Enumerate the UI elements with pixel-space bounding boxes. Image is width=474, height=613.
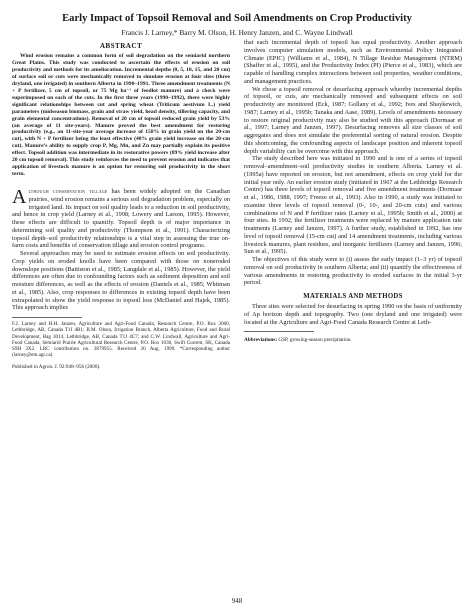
right-paragraph-1: that each incremental depth of topsoil has equal productivity. Another approach involves computer simulation models, such as Environmental Policy Integrated Climate (EPIC) (Williams et al., 1984), N Tillage Residue Management (NTRM) (Shaffer et al., 1995), and the Productivity Index (PI) (Pierce et al., 1983), which are capable of handling complex interactions between soil properties, weather conditions, and management practices.	[244, 39, 462, 85]
methods-paragraph: Three sites were selected for desurfacing in spring 1990 on the basis of uniformity of Ap horizon depth and topography. Two (one dryland and one irrigated) were located at the Agriculture and Agri-Food Canada Research Centre at Leth-	[244, 303, 462, 326]
author-affiliation-footnote: F.J. Larney and H.H. Janzen, Agriculture and Agri-Food Canada, Research Centre, P.O. Box 3000, Lethbridge, AB, Canada T1J 4B1; B.M. Olson, Irrigation Branch, Alberta Agriculture, Food and Rural Development, Bag 3014, Lethbridge, AB, Canada T1J 4C7; and C.W. Lindwall, Agriculture and Agri-Food Canada, Semiarid Prairie Agricultural Research Centre, P.O. Box 1030, Swift Current, SK, Canada S9H 3X2. LRC contribution no. 3879955. Received 30 Aug. 1999. *Corresponding author (larney@em.agr.ca).	[12, 321, 230, 359]
drop-cap: A	[12, 186, 27, 209]
objectives-paragraph: The objectives of this study were to (i) assess the early impact (1–3 yr) of topsoil removal on soil productivity in southern Alberta; and (ii) quantify the effectiveness of various amendments in restoring productivity to eroded surfaces in the initial 3-yr period.	[244, 256, 462, 287]
intro-lead-small-caps: lthough conservation tillage	[28, 188, 108, 196]
abbreviations-text: GSP, growing-season precipitation.	[277, 337, 352, 344]
abstract-text: Wind erosion remains a common form of soil degradation on the semiarid northern Great Plains. This study was conducted to ascertain the effects of erosion on soil productivity and methods for its amelioration. Incremental depths (0, 5, 10, 15, and 20 cm) of surface soil or cuts were mechanically removed to simulate erosion at four sites (three dryland, one irrigated) in southern Alberta in 1990–1991. Three amendment treatments (N + P fertilizer, 5 cm of topsoil, or 75 Mg ha⁻¹ of feedlot manure) and a check were superimposed on each of the cuts. In the first three years (1990–1992), there were highly significant relationships between cut and spring wheat (Triticum aestivum L.) yield parameters (midseason biomass, grain and straw yield, head density, tillering capacity, and grain elemental concentrations). Removal of 20 cm of topsoil reduced grain yield by 53% (an average of 11 site-years). Manure proved the best amendment for restoring productivity (e.g., an 11-site-year average increase of 158% in grain yield on the 20-cm cut), with N + P fertilizer being the least effective (40% grain yield increase on the 20-cm cut). Manure’s ability to supply crop P, Mg, Mn, and Zn may partially explain its positive effect. Topsoil addition was intermediate in its restorative powers (89% yield increase after 20 cm topsoil removal). This study reinforces the need to prevent erosion and indicates that application of livestock manure is an option for restoring soil productivity in the short term.	[12, 53, 230, 178]
abbreviations-rule	[244, 331, 314, 332]
right-column	[244, 39, 462, 559]
publication-info: Published in Agron. J. 92:948–956 (2000).	[12, 363, 101, 370]
footnote-rule	[12, 317, 82, 318]
methods-heading: MATERIALS AND METHODS	[303, 293, 403, 300]
right-paragraph-2: We chose a topsoil removal or desurfacing approach whereby incremental depths of topsoil, or cuts, are mechanically removed and subsequent effects on soil productivity are monitored (Eck, 1987; Gollany et al., 1992; Ives and Shaykewich, 1987; Larney et al., 1995b; Tanaka and Aase, 1989). Levels of amendments necessary to restore original productivity may also be studied with this approach (Dormaar et al., 1997; Larney and Janzen, 1997). Desurfacing removes all size classes of soil aggregates and does not simulate the preferential sorting of natural erosion. Despite this shortcoming, the confounding aspects of landscape position and inherent topsoil depth variability can be overcome with this approach.	[244, 85, 462, 155]
intro-paragraph-2: Several approaches may be used to estimate erosion effects on soil productivity. Crop yields on eroded knolls have been compared with those on noneroded downslope positions (Battiston et al., 1985; Langdale et al., 1985). However, the yield differences are often due to confounding factors such as sediment deposition and soil moisture differences, as well as the effects of erosion (Daniels et al., 1985; Whitman et al., 1985). Also, crop responses to differences in existing topsoil depth have been extrapolated to show the yield response to topsoil loss (McDaniel and Hajek, 1985). This approach implies	[12, 250, 230, 312]
paper-title: Early Impact of Topsoil Removal and Soil Amendments on Crop Productivity	[62, 13, 412, 24]
paper-authors: Francis J. Larney,* Barry M. Olson, H. Henry Janzen, and C. Wayne Lindwall	[121, 28, 353, 37]
right-paragraph-3: The study described here was initiated in 1990 and is one of a series of topsoil removal–amendment–soil productivity studies in southern Alberta. Larney et al. (1995a) have reported on erosion, but not amendment, effects on crop yield for the initial year only. An earlier erosion study (initiated in 1967 at the Lethbridge Research Centre) has three levels of topsoil removal and five amendment treatments (Dormaar et al., 1986, 1988, 1997; Freeze et al., 1993). Also in 1990, a study was initiated to examine three levels of topsoil removal (0-, 10-, and 20-cm cuts) and various combinations of N and P fertilizer rates (Larney et al., 1995b; Smith et al., 2000) at four sites. In 1992, the fertilizer treatments were replaced by manure application rate treatments (Larney and Janzen, 1997). A further study, established in 1992, has one level of topsoil removal (15-cm cut) and 14 amendment treatments, including various livestock manures, plant residues, and inorganic fertilizers (Larney and Janzen, 1996; Sun et al., 1995).	[244, 155, 462, 256]
intro-paragraph-1-text: has been widely adopted on the Canadian prairies, wind erosion remains a serious soil degradation problem, especially on irrigated land. Its impact on soil quality leads to a reduction in soil productivity, and hence in crop yield (Larney et al., 1998; Lowery and Larson, 1995). However, these effects are difficult to quantify. Topsoil depth is of major importance in determining soil quality and productivity (Thompson et al., 1991). Characterizing topsoil depth–soil productivity relationships is a vital step in assessing the true on-farm costs and benefits of conservation tillage and erosion control programs.	[12, 188, 230, 250]
abbreviations-footnote	[244, 337, 462, 343]
abbreviations-label: Abbreviations:	[244, 337, 278, 344]
two-column-body	[12, 39, 462, 559]
page-number: 948	[231, 597, 243, 605]
abstract-heading: ABSTRACT	[99, 42, 143, 50]
intro-paragraph-1	[12, 188, 230, 250]
left-column	[12, 39, 230, 559]
